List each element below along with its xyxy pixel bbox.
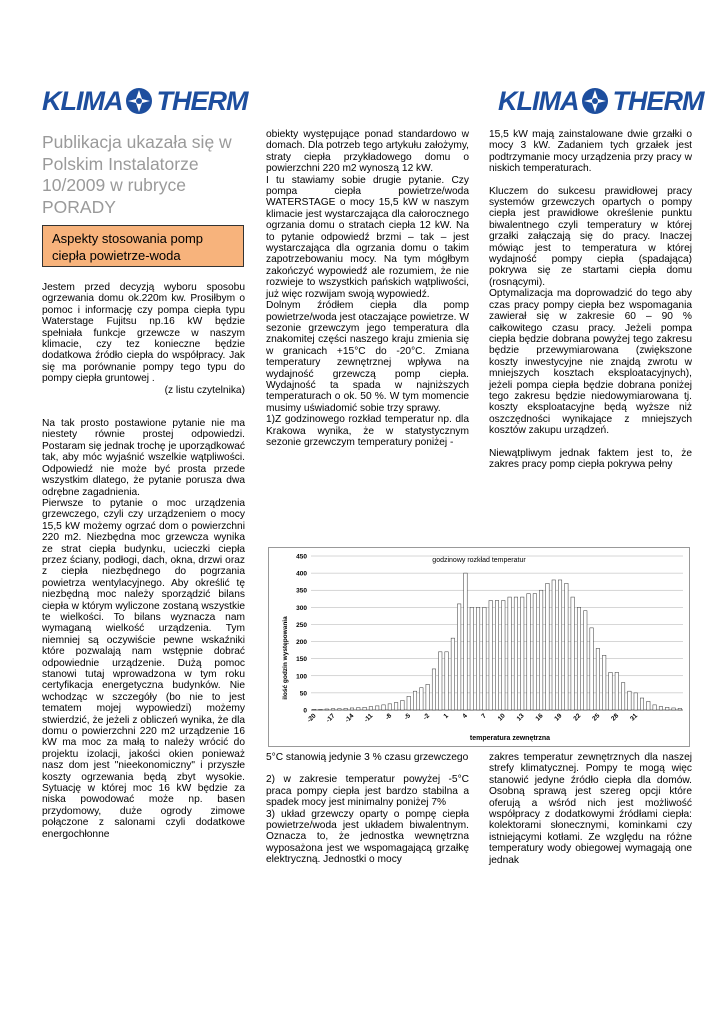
logo-right	[498, 84, 703, 118]
chart-x-tick-label: 22	[572, 712, 583, 723]
chart-bar	[590, 628, 593, 710]
chart-y-tick-label: 400	[296, 570, 307, 578]
brand-emblem-icon	[580, 86, 610, 116]
chart-y-axis-label: ilość godzin występowania	[282, 616, 289, 700]
chart-bar	[401, 700, 404, 710]
chart-x-tick-label: -17	[324, 712, 337, 725]
chart-x-tick-label: -20	[305, 712, 318, 725]
chart-bar	[382, 705, 385, 710]
paragraph: 2) w zakresie temperatur powyżej -5°C praca pompy ciepła jest bardzo stabilna a spadek mocy jest minimalny poniżej 7%	[266, 774, 469, 809]
chart-bar	[514, 597, 517, 710]
chart-y-tick-label: 250	[296, 621, 307, 629]
paragraph: Optymalizacja ma doprowadzić do tego aby czas pracy pompy ciepła bez wspomagania zawierał się w zakresie 60 – 90 % całkowitego czasu pracy. Jeżeli pompa ciepła będzie dobrana powyżej tego zakresu będzie przewymiarowana (zwiększone koszty inwestycyjne nie znajdą zwrotu w mniejszych kosztach eksploatacyjnych), jeżeli pompa ciepła będzie dobrana poniżej tego zakresu będzie niedowymiarowana tj. koszty eksploatacyjne będą wyższe niż oszczędności wynikające z mniejszych kosztów zakupu urządzeń.	[489, 288, 692, 437]
chart-bar	[375, 706, 378, 710]
chart-bar	[552, 580, 555, 710]
chart-bar	[628, 691, 631, 710]
chart-x-tick-label: -8	[384, 712, 394, 722]
chart-bar	[571, 597, 574, 710]
chart-bar	[653, 705, 656, 710]
logo-right-word2: THERM	[612, 85, 704, 116]
paragraph: Pierwsze to pytanie o moc urządzenia grzewczego, czyli czy urządzeniem o mocy 15,5 kW możemy ogrzać dom o powierzchni 220 m2. Niezbędna moc grzewcza wynika ze strat ciepła budynku, ucieczki ciepła przez ściany, podłogi, dach, okna, drzwi oraz z ciepła niezbędnego do pogrzania powietrza wentylacyjnego. Aby określić tę niezbędną moc należy sporządzić bilans ciepła w którym wyliczone zostaną wszystkie te wielkości. To bilans wyznacza nam wymaganą wielkość urządzenia. Tym niemniej są oczywiście pewne wskaźniki które pozwalają nam wstępnie dobrać odpowiednie urządzenie. Dużą pomoc stanowi tutaj wprowadzona w tym roku certyfikacja energetyczna budynków. Nie wchodząc w szczegóły (bo nie to jest tematem mojej wypowiedzi) możemy stwierdzić, że jeżeli z obliczeń wynika, że dla domu o powierzchni 220 m2 urządzenie 16 kW ma moc za małą to należy wrócić do projektu izolacji, jakości okien ponieważ nasz dom jest "nieekonomiczny" i przyszłe koszty ogrzewania będą zbyt wysokie. Sytuację w której moc 16 kW będzie za niska powodować może np. basen przydomowy, duże ogrody zimowe połączone z salonami czyli dodatkowe energochłonne	[42, 497, 245, 840]
temperature-chart-svg	[269, 548, 689, 746]
chart-y-tick-label: 350	[296, 587, 307, 595]
chart-bar	[357, 708, 360, 710]
chart-bar	[439, 652, 442, 710]
chart-y-tick-label: 50	[299, 690, 307, 698]
chart-y-tick-label: 0	[303, 707, 307, 715]
chart-y-tick-label: 150	[296, 656, 307, 664]
chart-bar	[508, 597, 511, 710]
chart-bar	[483, 607, 486, 710]
chart-bar	[432, 669, 435, 710]
paragraph: 1)Z godzinowego rozkład temperatur np. dla Krakowa wynika, że w statystycznym sezonie grzewczym temperatury poniżej -	[266, 414, 469, 448]
chart-x-tick-label: -2	[422, 712, 432, 722]
chart-bar	[678, 708, 681, 710]
logo-right-word1: KLIMA	[498, 85, 579, 116]
section-heading-box: Aspekty stosowania pomp ciepła powietrze-woda	[42, 225, 244, 267]
chart-bar	[672, 708, 675, 710]
logo-left-word1: KLIMA	[42, 85, 123, 116]
chart-bar	[565, 583, 568, 710]
reader-letter: Jestem przed decyzją wyboru sposobu ogrzewania domu ok.220m kw. Prosiłbym o pomoc i informację czy pompa ciepła typu Waterstage Fujitsu np.16 kW będzie spełniała funkcje grzewcze w naszym klimacie, czy tez konieczne będzie dodatkowa źródło ciepła do współpracy. Jak się ma porównanie pompy tego typu do pompy ciepła gruntowej .	[42, 282, 245, 385]
paragraph: Kluczem do sukcesu prawidłowej pracy systemów grzewczych opartych o pompy ciepła jest prawidłowe określenie punktu biwalentnego czyli temperatury w której grzałki załączają się do pracy. Inaczej mówiąc jest to temperatura w której wydajność pompy ciepła (spadająca) pokrywa się ze startami ciepła domu (rosnącymi).	[489, 185, 692, 288]
chart-x-tick-label: -11	[362, 712, 375, 724]
chart-bar	[350, 708, 353, 710]
chart-x-axis-label: temperatura zewnętrzna	[469, 735, 551, 742]
paragraph: zakres temperatur zewnętrznych dla naszej strefy klimatycznej. Pompy te mogą więc stanowić jedyne źródło ciepła dla domów. Osobną sprawą jest szereg opcji które oferują a wśród nich jest możliwość współpracy z dodatkowymi źródłami ciepła: kolektorami słonecznymi, kominkami czy istniejącymi kotłami. Ze względu na różne temperatury wody obiegowej wymagają one jednak	[489, 752, 692, 866]
chart-bar	[634, 693, 637, 710]
paragraph: Na tak prosto postawione pytanie nie ma niestety równie prostej odpowiedzi. Postaram się jednak trochę je uporządkować tak, aby móc wyjaśnić wszelkie wątpliwości. Odpowiedź nie może być prosta przede wszystkim dlatego, że pytanie porusza dwa odrębne zagadnienia.	[42, 418, 245, 498]
chart-bar	[476, 607, 479, 710]
logo-left	[42, 84, 247, 118]
column-3-continued	[489, 752, 692, 866]
chart-x-tick-label: 10	[496, 712, 507, 723]
chart-y-tick-label: 300	[296, 604, 307, 612]
chart-bar	[445, 652, 448, 710]
paragraph: 5°C stanowią jedynie 3 % czasu grzewczego	[266, 752, 469, 763]
chart-bar	[577, 607, 580, 710]
paragraph: Niewątpliwym jednak faktem jest to, że zakres pracy pomp ciepła pokrywa pełny	[489, 447, 692, 470]
temperature-chart	[268, 547, 690, 747]
chart-x-tick-label: -5	[403, 712, 413, 722]
chart-bar	[331, 709, 334, 710]
letter-signature: (z listu czytelnika)	[164, 384, 245, 396]
paragraph: Dolnym źródłem ciepła dla pomp powietrze/woda jest otaczające powietrze. W sezonie grzewczym jego temperatura dla znakomitej części naszego kraju zmienia się w granicach +15°C do -20°C. Zmiana temperatury zewnętrznej wpływa na wydajność grzewczą pomp ciepła. Wydajność ta spada w najniższych temperaturach o ok. 50 %. W tym momencie musimy uświadomić sobie trzy sprawy.	[266, 300, 469, 414]
chart-bar	[407, 696, 410, 710]
chart-bar	[609, 672, 612, 710]
chart-bar	[489, 600, 492, 710]
column-1	[42, 282, 245, 840]
chart-bar	[558, 580, 561, 710]
chart-bar	[420, 688, 423, 710]
paragraph: 15,5 kW mają zainstalowane dwie grzałki o mocy 3 kW. Zadaniem tych grzałek jest podtrzymanie mocy urządzenia przy pracy w niskich temperaturach.	[489, 129, 692, 175]
chart-bar	[338, 709, 341, 710]
chart-bar	[363, 707, 366, 710]
chart-bar	[659, 707, 662, 710]
chart-bar	[464, 573, 467, 710]
chart-x-tick-label: 28	[610, 712, 621, 723]
chart-bar	[451, 638, 454, 710]
chart-bar	[312, 709, 315, 710]
chart-bar	[426, 684, 429, 710]
chart-bar	[369, 707, 372, 710]
chart-bar	[640, 698, 643, 710]
chart-bar	[495, 600, 498, 710]
chart-bar	[621, 683, 624, 710]
chart-bar	[533, 594, 536, 710]
chart-x-tick-label: 31	[629, 712, 640, 723]
chart-bar	[470, 607, 473, 710]
chart-bar	[647, 701, 650, 710]
column-3	[489, 129, 692, 470]
chart-y-tick-label: 100	[296, 673, 307, 681]
chart-y-tick-label: 200	[296, 639, 307, 647]
column-2-continued	[266, 752, 469, 866]
brand-emblem-icon	[124, 86, 154, 116]
chart-x-tick-label: 7	[480, 712, 488, 720]
chart-bar	[584, 611, 587, 710]
chart-bar	[344, 708, 347, 710]
chart-bar	[539, 590, 542, 710]
chart-bar	[325, 709, 328, 710]
chart-bar	[388, 704, 391, 710]
chart-bar	[413, 691, 416, 710]
chart-bar	[394, 702, 397, 710]
logo-left-word2: THERM	[156, 85, 248, 116]
chart-bar	[615, 672, 618, 710]
chart-x-tick-label: 19	[553, 712, 564, 723]
chart-x-tick-label: 13	[515, 712, 526, 723]
chart-x-tick-label: -14	[343, 712, 356, 725]
chart-x-tick-label: 1	[442, 712, 450, 720]
page-title: Publikacja ukazała się w Polskim Instalatorze 10/2009 w rubryce PORADY	[42, 132, 232, 217]
paragraph: 3) układ grzewczy oparty o pompę ciepła powietrze/woda jest układem biwalentnym. Oznacza to, że jednostka wewnętrzna wyposażona jest we wspomagającą grzałkę elektryczną. Jednostki o mocy	[266, 808, 469, 866]
chart-bar	[546, 583, 549, 710]
chart-title: godzinowy rozkład temperatur	[432, 557, 526, 564]
chart-bar	[527, 594, 530, 710]
chart-bar	[596, 648, 599, 710]
chart-bar	[666, 707, 669, 710]
chart-bar	[457, 604, 460, 710]
chart-x-tick-label: 4	[461, 712, 469, 720]
chart-bar	[502, 600, 505, 710]
paragraph: I tu stawiamy sobie drugie pytanie. Czy pompa ciepła powietrze/woda WATERSTAGE o mocy 15,5 kW w naszym klimacie jest wystarczająca dla całorocznego ogrzania domu o stratach ciepła 12 kW. Na to pytanie odpowiedź brzmi – tak – jest wystarczająca dla ogrzania domu o takim zapotrzebowaniu mocy. Na tym mógłbym zakończyć wypowiedź ale rozumiem, że nie rozwieje to wszystkich pańskich wątpliwości, już więc rozwijam swoją wypowiedź.	[266, 174, 469, 300]
chart-y-tick-label: 450	[296, 553, 307, 561]
chart-x-tick-label: 25	[591, 712, 602, 723]
chart-bar	[520, 597, 523, 710]
column-2	[266, 129, 469, 448]
chart-bar	[602, 655, 605, 710]
paragraph: obiekty występujące ponad standardowo w domach. Dla potrzeb tego artykułu założymy, straty ciepła przykładowego domu o powierzchni 220 m2 wynoszą 12 kW.	[266, 129, 469, 175]
chart-bar	[319, 709, 322, 710]
chart-x-tick-label: 16	[534, 712, 545, 723]
